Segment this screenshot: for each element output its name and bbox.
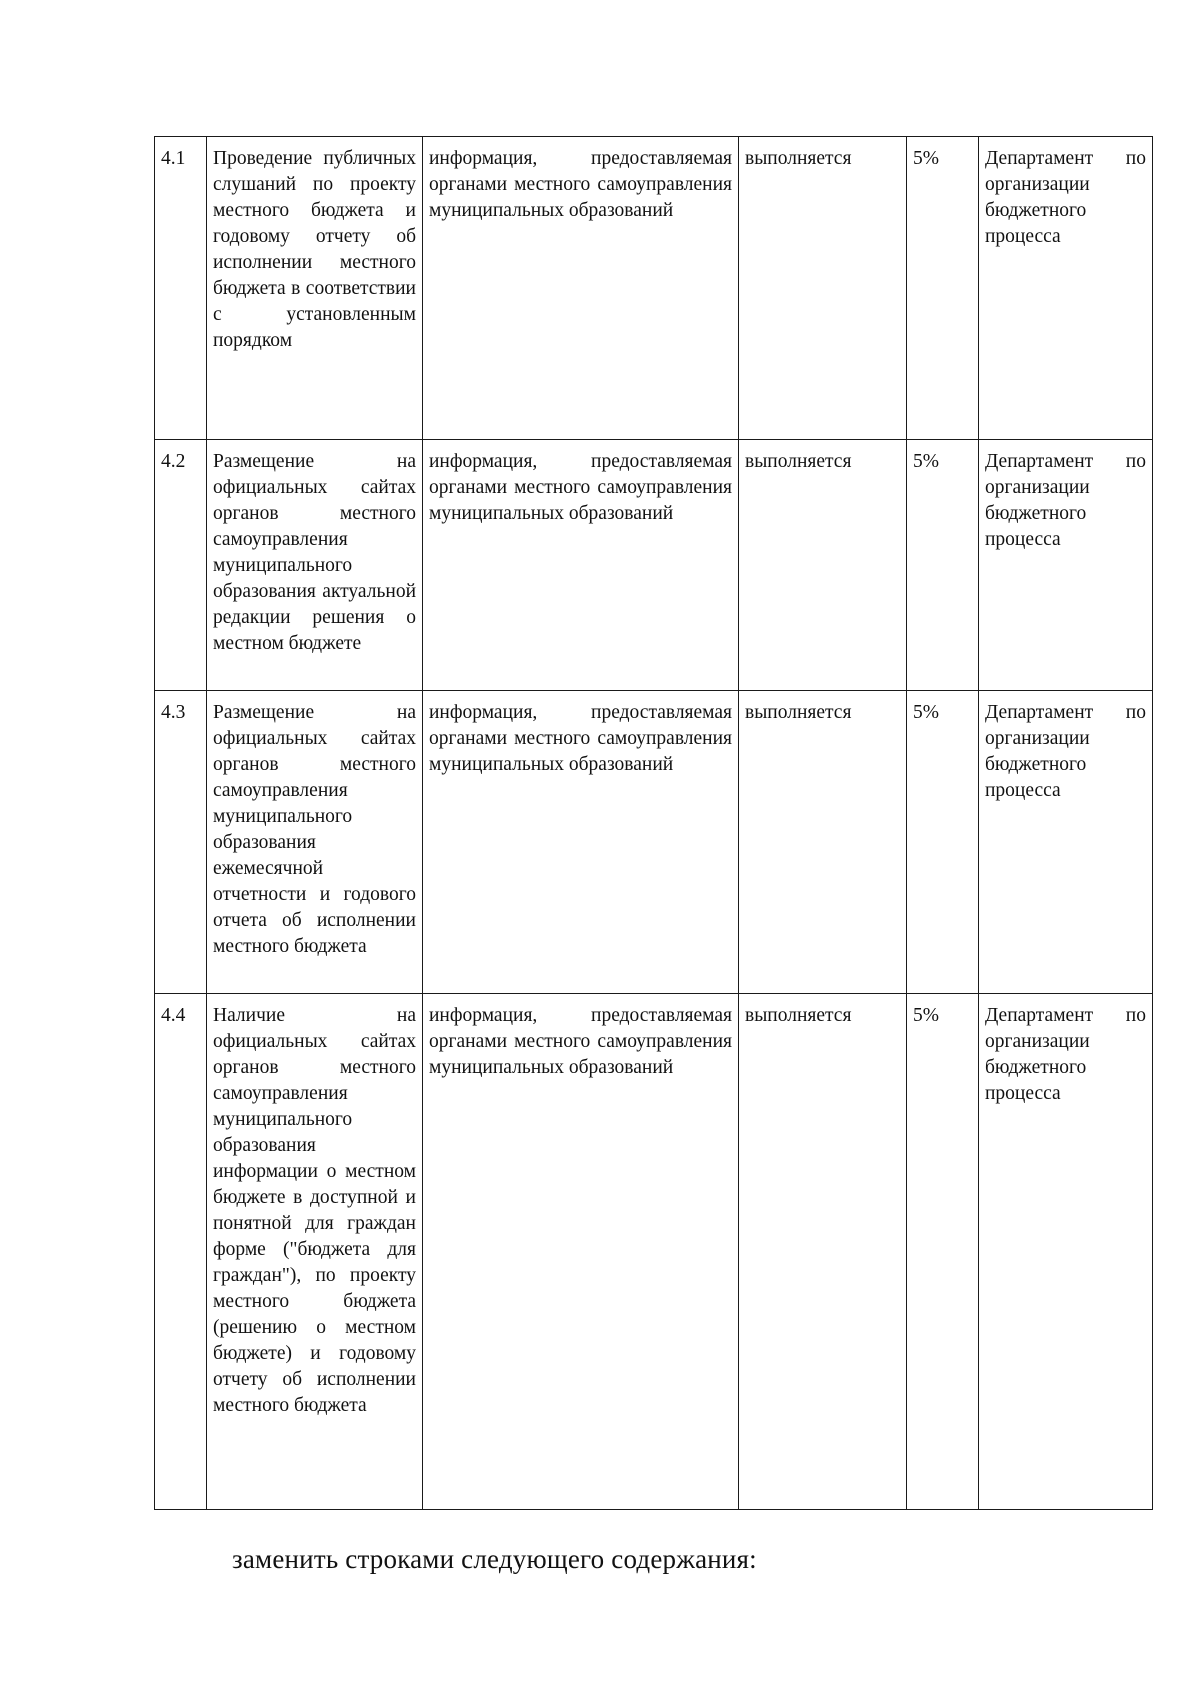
indicator-name: Проведение публичных слушаний по проекту местного бюджета и годовому отчету об исполнении местного бюджета в соответствии с установленным порядком <box>207 137 423 440</box>
execution-status: выполняется <box>739 994 907 1510</box>
row-number: 4.3 <box>155 691 207 994</box>
row-number: 4.4 <box>155 994 207 1510</box>
information-source: информация, предоставляемая органами местного самоуправления муниципальных образований <box>423 137 739 440</box>
indicators-table <box>154 136 1153 1510</box>
execution-status: выполняется <box>739 691 907 994</box>
information-source: информация, предоставляемая органами местного самоуправления муниципальных образований <box>423 994 739 1510</box>
execution-status: выполняется <box>739 440 907 691</box>
weight-percent: 5% <box>907 440 979 691</box>
weight-percent: 5% <box>907 691 979 994</box>
responsible-department: Департамент по организации бюджетного процесса <box>979 691 1153 994</box>
row-number: 4.1 <box>155 137 207 440</box>
row-number: 4.2 <box>155 440 207 691</box>
responsible-department: Департамент по организации бюджетного процесса <box>979 137 1153 440</box>
weight-percent: 5% <box>907 137 979 440</box>
indicator-name: Наличие на официальных сайтах органов местного самоуправления муниципального образования информации о местном бюджете в доступной и понятной для граждан форме ("бюджета для граждан"), по проекту местного бюджета (решению о местном бюджете) и годовому отчету об исполнении местного бюджета <box>207 994 423 1510</box>
table-row <box>155 440 1153 691</box>
indicator-name: Размещение на официальных сайтах органов местного самоуправления муниципального образования ежемесячной отчетности и годового отчета об исполнении местного бюджета <box>207 691 423 994</box>
weight-percent: 5% <box>907 994 979 1510</box>
table-row <box>155 691 1153 994</box>
indicator-name: Размещение на официальных сайтах органов местного самоуправления муниципального образования актуальной редакции решения о местном бюджете <box>207 440 423 691</box>
information-source: информация, предоставляемая органами местного самоуправления муниципальных образований <box>423 691 739 994</box>
table-row <box>155 137 1153 440</box>
replacement-instruction: заменить строками следующего содержания: <box>232 1544 757 1574</box>
information-source: информация, предоставляемая органами местного самоуправления муниципальных образований <box>423 440 739 691</box>
execution-status: выполняется <box>739 137 907 440</box>
table-row <box>155 994 1153 1510</box>
responsible-department: Департамент по организации бюджетного процесса <box>979 440 1153 691</box>
responsible-department: Департамент по организации бюджетного процесса <box>979 994 1153 1510</box>
